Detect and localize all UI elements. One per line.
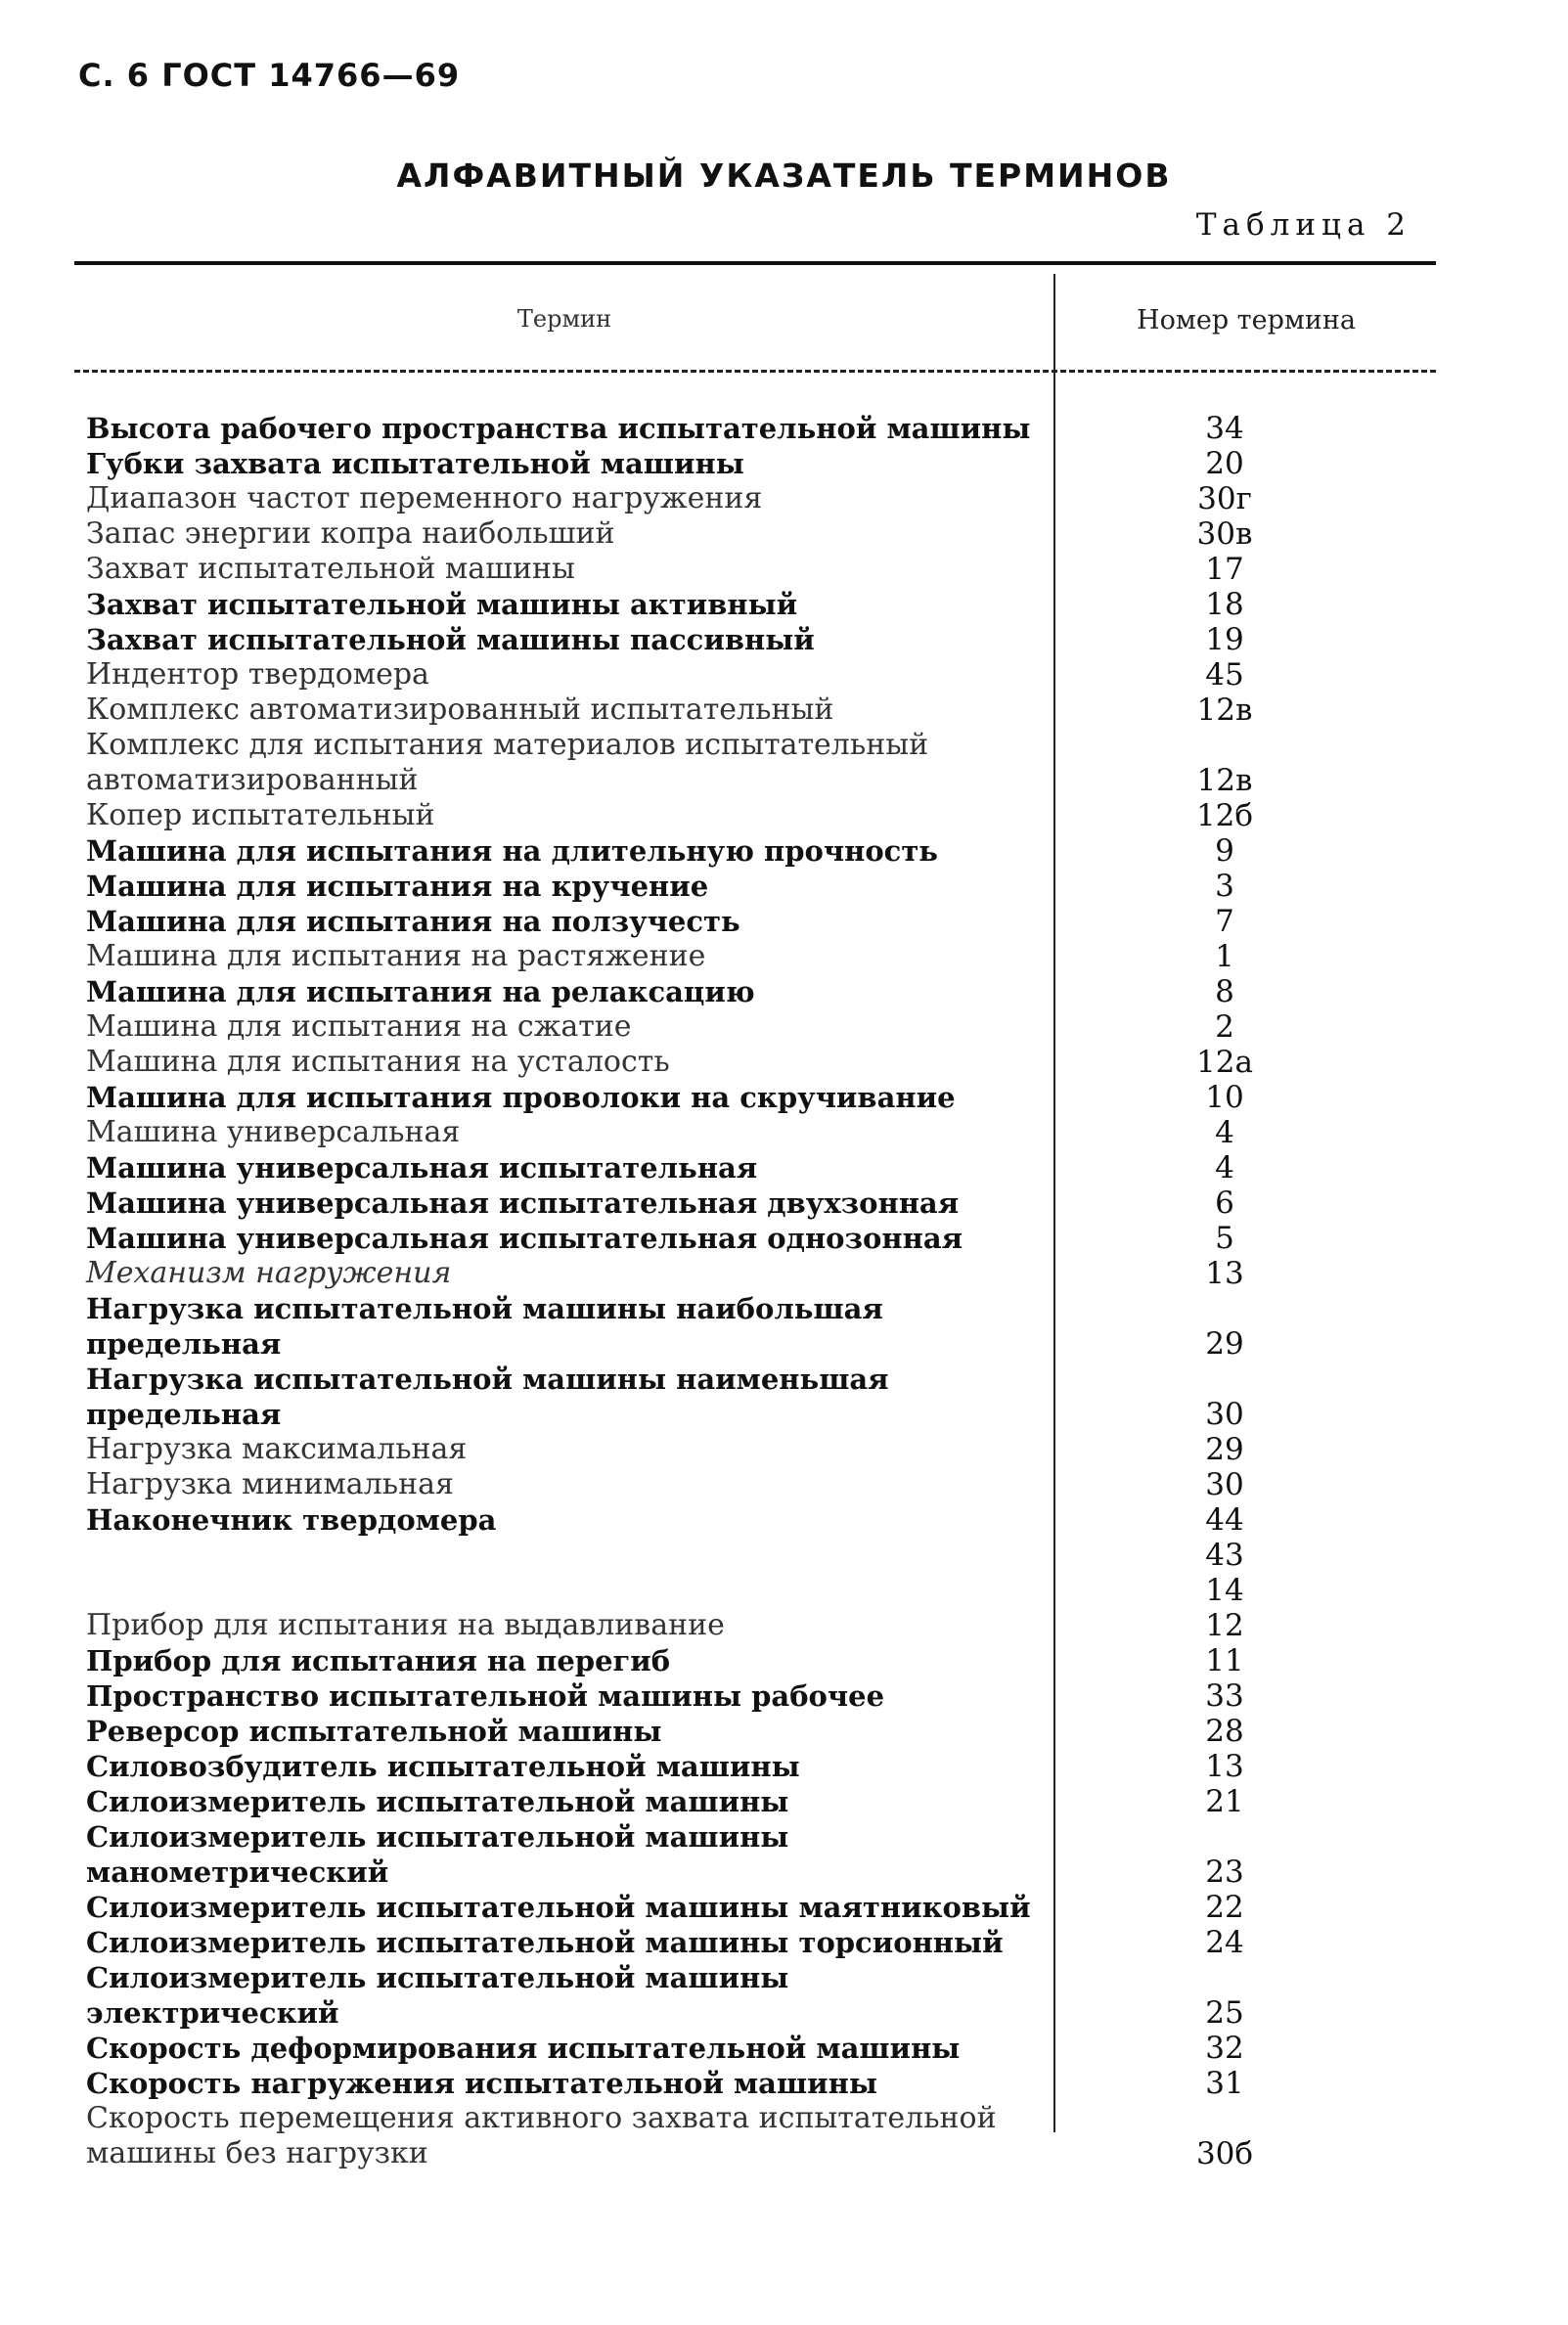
term-cell: Комплекс автоматизированный испытательный xyxy=(86,693,834,727)
table-row xyxy=(86,1749,1416,1784)
term-cell: Машина для испытания на ползучесть xyxy=(86,905,740,938)
term-cell: Нагрузка максимальная xyxy=(86,1432,468,1466)
term-number-cell: 7 xyxy=(1215,904,1234,939)
term-number-cell: 2 xyxy=(1215,1009,1234,1045)
term-cell: Силоизмеритель испытательной машины xyxy=(86,1785,789,1818)
term-number-cell: 18 xyxy=(1205,587,1244,622)
table-row xyxy=(86,939,1416,974)
table-row xyxy=(86,1080,1416,1115)
term-number-cell: 30 xyxy=(1205,1397,1244,1432)
table-row xyxy=(86,1502,1416,1538)
term-number-cell: 12а xyxy=(1196,1045,1253,1080)
table-row xyxy=(86,728,1416,798)
term-cell: Машина для испытания на кручение xyxy=(86,870,709,903)
term-cell: Машина для испытания на усталость xyxy=(86,1045,670,1079)
term-cell: Силоизмеритель испытательной машины маятниковый xyxy=(86,1891,1031,1924)
term-cell: Силоизмеритель испытательной машины торсионный xyxy=(86,1926,1004,1959)
table-row xyxy=(86,1925,1416,1960)
term-number-cell: 10 xyxy=(1205,1080,1244,1115)
term-number-cell: 13 xyxy=(1205,1256,1244,1291)
term-number-cell: 32 xyxy=(1205,2031,1244,2066)
table-row xyxy=(86,974,1416,1009)
table-row xyxy=(86,622,1416,657)
table-row xyxy=(86,1115,1416,1150)
term-cell: Машина для испытания на сжатие xyxy=(86,1009,632,1044)
term-number-cell: 29 xyxy=(1205,1432,1244,1467)
table-row xyxy=(86,1291,1416,1362)
term-cell: Машина для испытания на длительную прочность xyxy=(86,834,938,868)
term-number-cell: 17 xyxy=(1205,552,1244,587)
column-header-term: Термин xyxy=(516,305,612,333)
term-number-cell: 25 xyxy=(1205,1995,1244,2031)
column-header-number: Номер термина xyxy=(1137,305,1356,335)
table-row xyxy=(86,1221,1416,1256)
term-cell: Индентор твердомера xyxy=(86,657,429,692)
term-number-cell: 44 xyxy=(1205,1502,1244,1538)
table-row xyxy=(86,1608,1416,1643)
term-number-cell: 12б xyxy=(1195,798,1254,833)
term-cell: Скорость нагружения испытательной машины xyxy=(86,2067,877,2100)
table-row xyxy=(86,446,1416,481)
page-header: С. 6 ГОСТ 14766—69 xyxy=(78,57,461,94)
table-row xyxy=(86,1362,1416,1432)
table-row xyxy=(86,1678,1416,1714)
table-row xyxy=(86,1890,1416,1925)
term-number-cell: 30б xyxy=(1195,2136,1254,2171)
term-cell: Нагрузка испытательной машины наибольшая предельная xyxy=(86,1292,883,1361)
term-number-cell: 24 xyxy=(1205,1925,1244,1960)
term-number-cell: 1 xyxy=(1215,939,1234,974)
term-cell: Машина универсальная испытательная xyxy=(86,1151,758,1185)
term-number-cell: 34 xyxy=(1205,411,1244,446)
term-cell: Нагрузка минимальная xyxy=(86,1467,454,1501)
term-cell: Захват испытательной машины пассивный xyxy=(86,623,815,656)
term-number-cell: 4 xyxy=(1215,1115,1234,1150)
table-row xyxy=(86,2101,1416,2171)
term-cell: Комплекс для испытания материалов испытательный автоматизированный xyxy=(86,728,929,797)
term-cell: Скорость деформирования испытательной машины xyxy=(86,2032,961,2065)
term-number-cell: 12в xyxy=(1196,693,1253,728)
term-cell: Захват испытательной машины xyxy=(86,552,575,586)
term-number-cell: 43 xyxy=(1205,1538,1244,1573)
table-row xyxy=(86,1009,1416,1045)
term-cell: Силоизмеритель испытательной машины манометрический xyxy=(86,1820,789,1889)
index-title: АЛФАВИТНЫЙ УКАЗАТЕЛЬ ТЕРМИНОВ xyxy=(396,156,1172,195)
table-row xyxy=(86,1150,1416,1185)
term-number-cell: 13 xyxy=(1205,1749,1244,1784)
term-cell: Прибор для испытания на выдавливание xyxy=(86,1608,725,1642)
table-row xyxy=(86,411,1416,446)
term-number-cell: 45 xyxy=(1205,657,1244,693)
term-number-cell: 19 xyxy=(1205,622,1244,657)
term-cell: Захват испытательной машины активный xyxy=(86,588,798,621)
term-number-cell: 5 xyxy=(1215,1221,1234,1256)
table-row xyxy=(86,833,1416,869)
term-cell: Машина для испытания проволоки на скручивание xyxy=(86,1081,956,1114)
term-number-cell: 28 xyxy=(1205,1714,1244,1749)
term-number-cell: 30 xyxy=(1205,1467,1244,1502)
table-row xyxy=(86,1960,1416,2031)
table-row xyxy=(86,1819,1416,1890)
term-cell: Машина универсальная xyxy=(86,1115,461,1149)
table-row xyxy=(86,1467,1416,1502)
term-number-cell: 30в xyxy=(1196,516,1253,552)
table-row xyxy=(86,2066,1416,2101)
term-cell: Силовозбудитель испытательной машины xyxy=(86,1750,800,1783)
terms-table-body xyxy=(86,411,1416,2171)
term-number-cell: 23 xyxy=(1205,1855,1244,1890)
table-row xyxy=(86,1538,1416,1573)
term-cell: Силоизмеритель испытательной машины электрический xyxy=(86,1961,789,2030)
table-row xyxy=(86,587,1416,622)
table-row xyxy=(86,2031,1416,2066)
term-cell: Прибор для испытания на перегиб xyxy=(86,1644,671,1677)
table-label: Таблица 2 xyxy=(1195,207,1411,243)
term-number-cell: 14 xyxy=(1205,1573,1244,1608)
header-rule xyxy=(74,370,1436,373)
term-number-cell: 3 xyxy=(1215,869,1234,904)
term-number-cell: 31 xyxy=(1205,2066,1244,2101)
term-number-cell: 12в xyxy=(1196,763,1253,798)
table-row xyxy=(86,869,1416,904)
term-number-cell: 6 xyxy=(1215,1185,1234,1221)
term-number-cell: 9 xyxy=(1215,833,1234,869)
term-number-cell: 22 xyxy=(1205,1890,1244,1925)
table-row xyxy=(86,1714,1416,1749)
term-cell: Нагрузка испытательной машины наименьшая предельная xyxy=(86,1363,889,1431)
term-number-cell: 21 xyxy=(1205,1784,1244,1819)
term-cell: Губки захвата испытательной машины xyxy=(86,447,744,480)
term-number-cell: 8 xyxy=(1215,974,1234,1009)
table-row xyxy=(86,516,1416,552)
table-row xyxy=(86,904,1416,939)
term-cell: Диапазон частот переменного нагружения xyxy=(86,481,763,515)
term-cell: Пространство испытательной машины рабочее xyxy=(86,1679,885,1713)
table-row xyxy=(86,1643,1416,1678)
term-number-cell: 12 xyxy=(1205,1608,1244,1643)
term-cell: Наконечник твердомера xyxy=(86,1503,497,1537)
table-top-rule xyxy=(74,261,1436,265)
term-cell: Машина для испытания на релаксацию xyxy=(86,975,755,1008)
term-cell: Высота рабочего пространства испытательной машины xyxy=(86,412,1031,445)
table-row xyxy=(86,481,1416,516)
table-row xyxy=(86,552,1416,587)
term-cell: Скорость перемещения активного захвата испытательной машины без нагрузки xyxy=(86,2101,997,2170)
term-cell: Машина универсальная испытательная однозонная xyxy=(86,1222,963,1255)
term-cell: Запас энергии копра наибольший xyxy=(86,516,615,551)
table-row xyxy=(86,1045,1416,1080)
term-cell: Машина универсальная испытательная двухзонная xyxy=(86,1186,960,1220)
term-cell: Машина для испытания на растяжение xyxy=(86,939,706,973)
table-row xyxy=(86,1256,1416,1291)
term-number-cell: 4 xyxy=(1215,1150,1234,1185)
term-number-cell: 29 xyxy=(1205,1326,1244,1362)
term-cell: Механизм нагружения xyxy=(86,1256,452,1290)
table-row xyxy=(86,657,1416,693)
table-row xyxy=(86,1784,1416,1819)
term-cell: Реверсор испытательной машины xyxy=(86,1715,662,1748)
term-cell: Копер испытательный xyxy=(86,798,435,832)
term-number-cell: 11 xyxy=(1205,1643,1244,1678)
term-number-cell: 33 xyxy=(1205,1678,1244,1714)
table-row xyxy=(86,693,1416,728)
term-number-cell: 30г xyxy=(1197,481,1252,516)
table-row xyxy=(86,1432,1416,1467)
table-row xyxy=(86,1185,1416,1221)
table-row xyxy=(86,1573,1416,1608)
table-row xyxy=(86,798,1416,833)
term-number-cell: 20 xyxy=(1205,446,1244,481)
